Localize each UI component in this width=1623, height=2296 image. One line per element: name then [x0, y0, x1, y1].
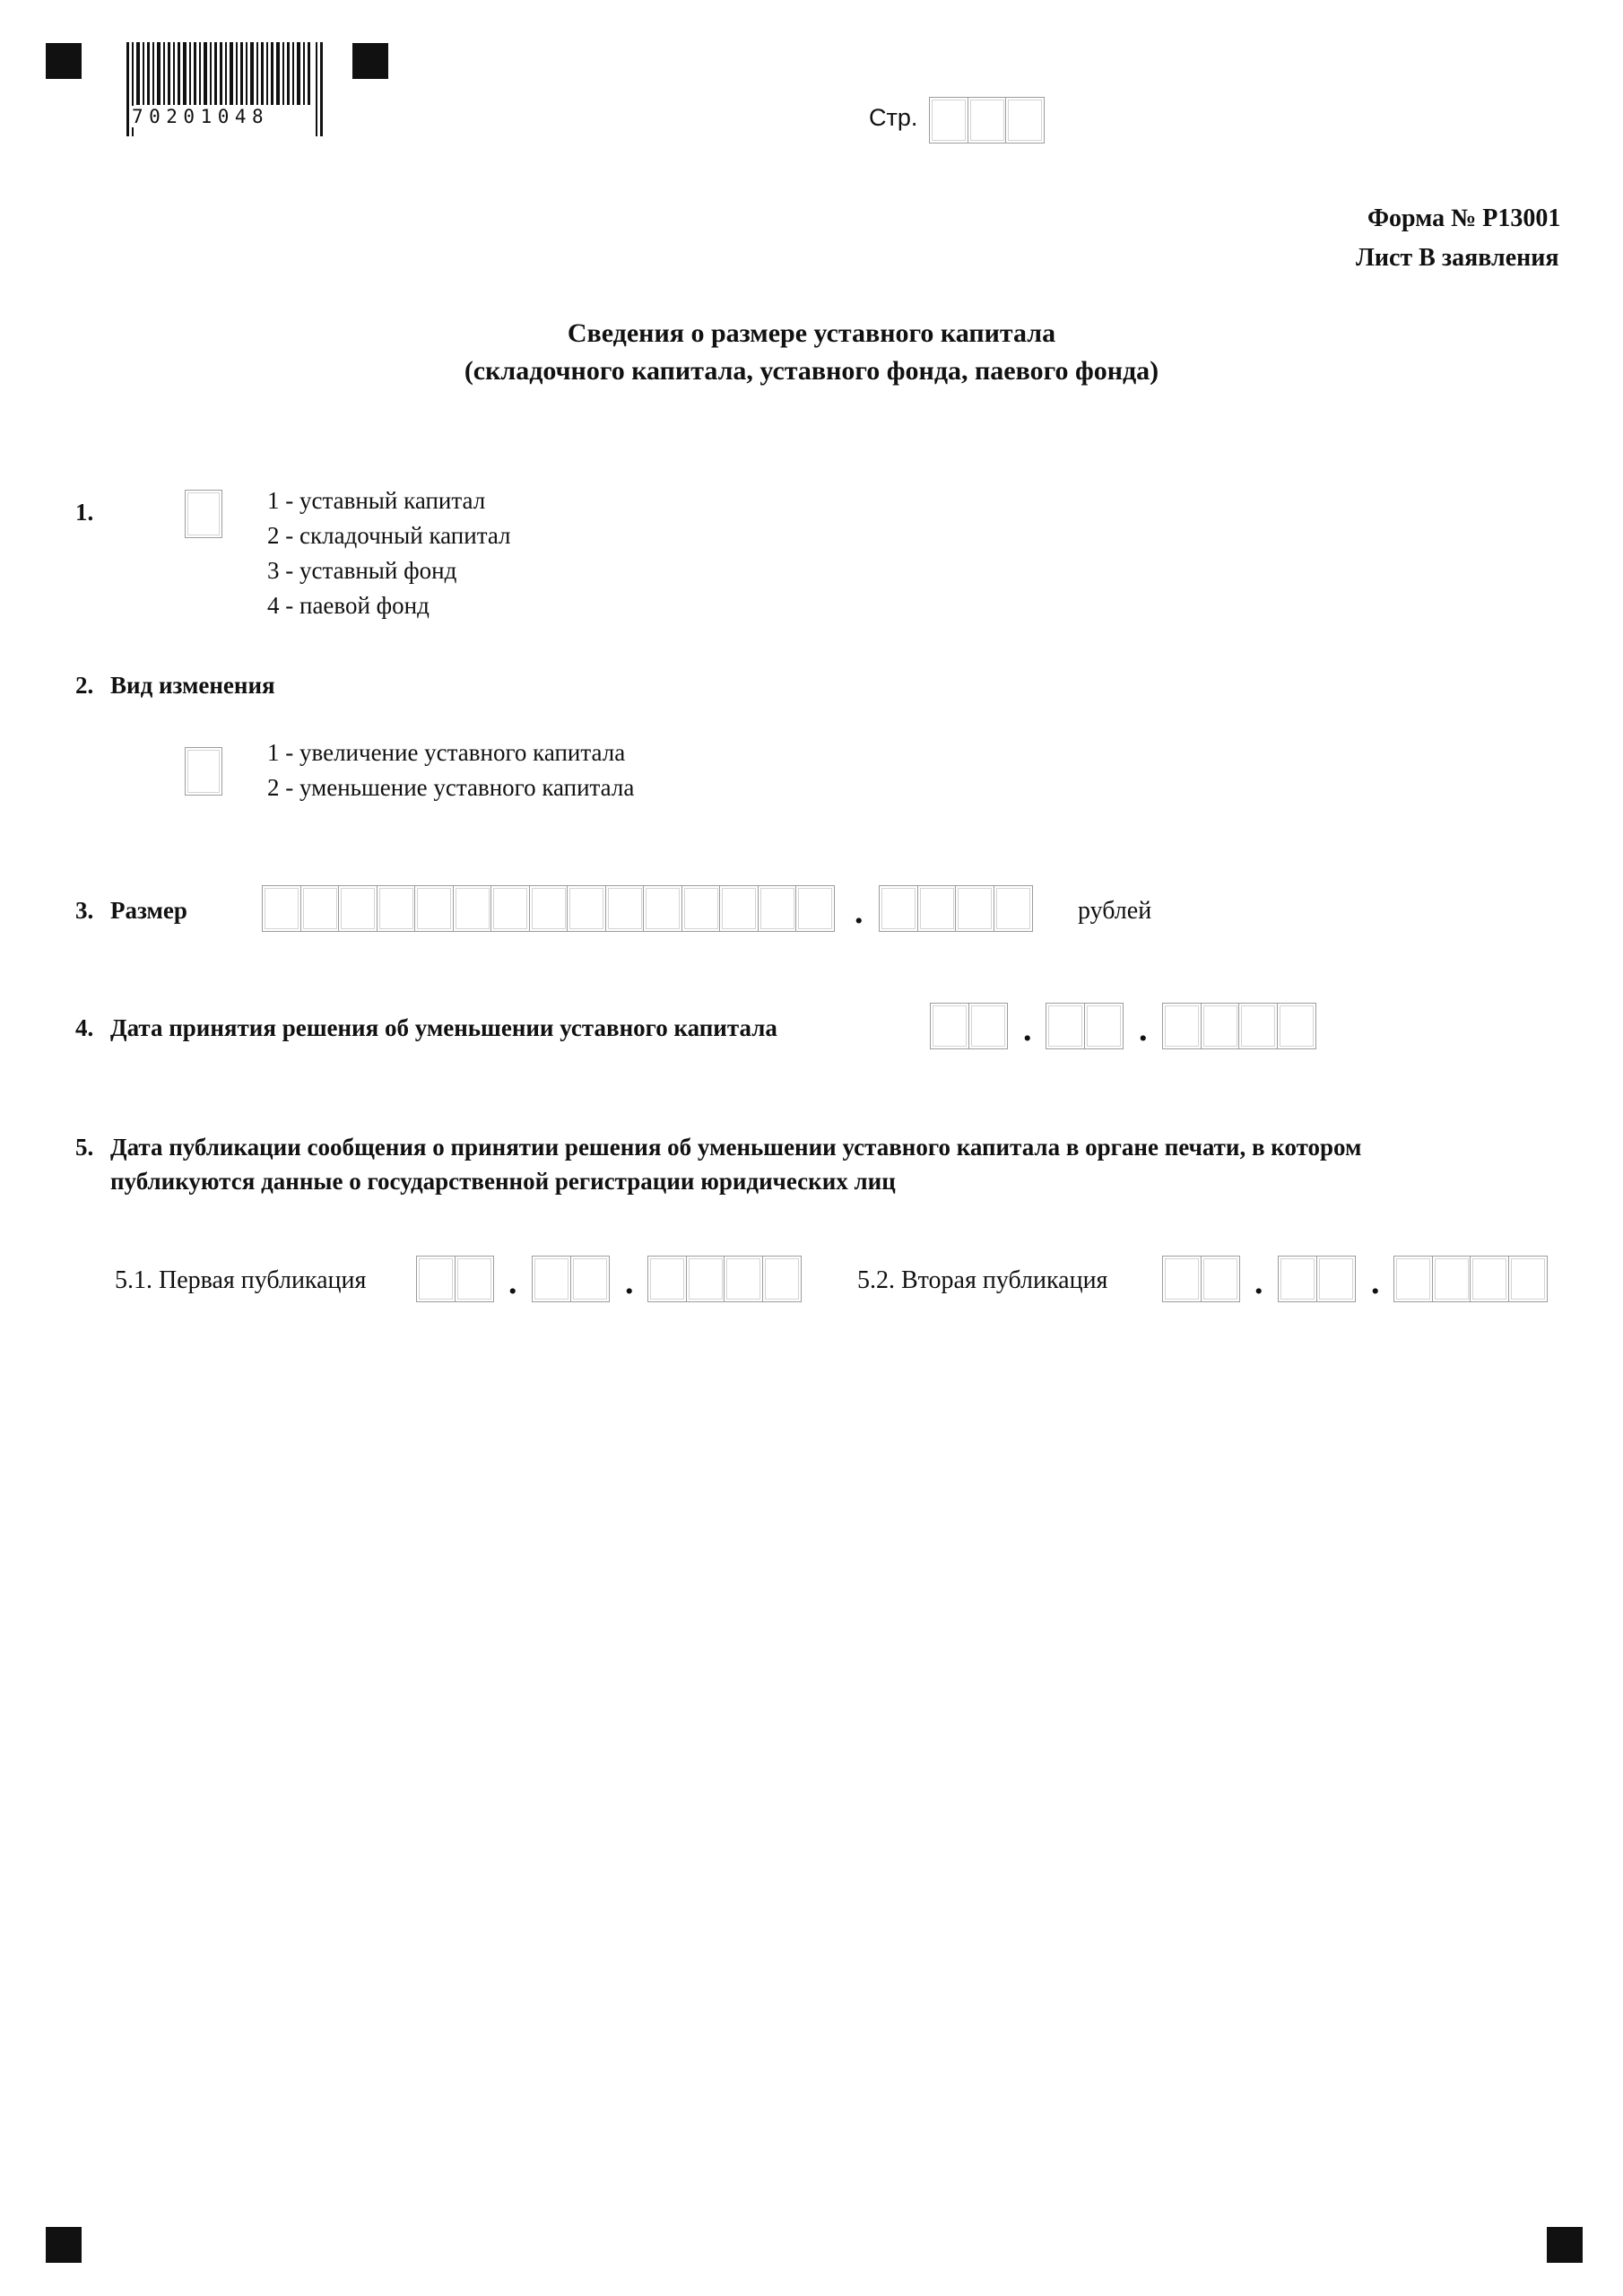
- amount-cell[interactable]: [414, 885, 454, 932]
- second-publication-year-field[interactable]: [1393, 1256, 1546, 1302]
- date-separator: .: [625, 1264, 634, 1301]
- amount-fraction-cell[interactable]: [879, 885, 918, 932]
- amount-cell[interactable]: [529, 885, 568, 932]
- corner-marker-top-right: [352, 43, 388, 79]
- capital-type-field[interactable]: [185, 490, 222, 538]
- change-type-option: 1 - увеличение уставного капитала: [267, 739, 626, 766]
- decision-date-month-field[interactable]: [1046, 1003, 1122, 1049]
- date-cell[interactable]: [416, 1256, 456, 1302]
- corner-marker-bottom-left: [46, 2227, 82, 2263]
- decision-date-year-field[interactable]: [1162, 1003, 1315, 1049]
- q4-label: Дата принятия решения об уменьшении уставного капитала: [110, 1014, 777, 1041]
- form-number: Форма № Р13001: [1367, 204, 1561, 232]
- q1-number: 1.: [75, 499, 94, 526]
- amount-cell[interactable]: [605, 885, 645, 932]
- capital-type-option: 4 - паевой фонд: [267, 592, 430, 619]
- page-title: Сведения о размере уставного капитала: [567, 318, 1056, 348]
- date-separator: .: [1139, 1011, 1148, 1048]
- q3-number: 3.: [75, 897, 94, 924]
- page-number-field[interactable]: [929, 97, 1044, 144]
- date-cell[interactable]: [1046, 1003, 1085, 1049]
- sheet-label: Лист В заявления: [1356, 244, 1559, 272]
- date-cell[interactable]: [1393, 1256, 1433, 1302]
- date-cell[interactable]: [686, 1256, 725, 1302]
- change-type-field[interactable]: [185, 747, 222, 796]
- date-cell[interactable]: [930, 1003, 969, 1049]
- amount-cell[interactable]: [567, 885, 606, 932]
- first-publication-month-field[interactable]: [532, 1256, 608, 1302]
- capital-type-option: 3 - уставный фонд: [267, 557, 457, 584]
- amount-fraction-cell[interactable]: [994, 885, 1033, 932]
- date-separator: .: [1023, 1011, 1032, 1048]
- date-cell[interactable]: [1238, 1003, 1278, 1049]
- first-publication-label: 5.1. Первая публикация: [115, 1266, 367, 1294]
- q5-number: 5.: [75, 1134, 94, 1161]
- decision-date-day-field[interactable]: [930, 1003, 1006, 1049]
- q5-label-line1: Дата публикации сообщения о принятии решения об уменьшении уставного капитала в органе печати, в котором: [110, 1134, 1362, 1161]
- q3-label: Размер: [110, 897, 187, 924]
- amount-fraction-cell[interactable]: [917, 885, 957, 932]
- date-cell[interactable]: [1508, 1256, 1548, 1302]
- date-separator: .: [508, 1264, 517, 1301]
- change-type-option: 2 - уменьшение уставного капитала: [267, 774, 635, 801]
- date-cell[interactable]: [968, 1003, 1008, 1049]
- amount-cell[interactable]: [681, 885, 721, 932]
- amount-cell[interactable]: [262, 885, 301, 932]
- amount-cell[interactable]: [338, 885, 378, 932]
- capital-type-option: 2 - складочный капитал: [267, 522, 511, 549]
- capital-type-option: 1 - уставный капитал: [267, 487, 486, 514]
- second-publication-label: 5.2. Вторая публикация: [857, 1266, 1108, 1294]
- date-cell[interactable]: [724, 1256, 763, 1302]
- amount-cell[interactable]: [795, 885, 835, 932]
- currency-unit: рублей: [1078, 897, 1152, 925]
- date-cell[interactable]: [1162, 1256, 1202, 1302]
- amount-cell[interactable]: [719, 885, 759, 932]
- q2-label: Вид изменения: [110, 672, 275, 699]
- date-cell[interactable]: [1432, 1256, 1471, 1302]
- date-cell[interactable]: [762, 1256, 802, 1302]
- decimal-separator: .: [855, 893, 864, 931]
- second-publication-month-field[interactable]: [1278, 1256, 1354, 1302]
- date-cell[interactable]: [1201, 1256, 1240, 1302]
- date-cell[interactable]: [1277, 1003, 1316, 1049]
- q5-label-line2: публикуются данные о государственной регистрации юридических лиц: [110, 1168, 896, 1195]
- amount-cell[interactable]: [643, 885, 682, 932]
- date-cell[interactable]: [1470, 1256, 1509, 1302]
- amount-fraction-cell[interactable]: [955, 885, 994, 932]
- first-publication-year-field[interactable]: [647, 1256, 800, 1302]
- amount-cell[interactable]: [490, 885, 530, 932]
- date-cell[interactable]: [1162, 1003, 1202, 1049]
- capital-amount-fraction-field[interactable]: [879, 885, 1031, 932]
- amount-cell[interactable]: [300, 885, 340, 932]
- date-cell[interactable]: [1278, 1256, 1317, 1302]
- date-cell[interactable]: [1201, 1003, 1240, 1049]
- amount-cell[interactable]: [453, 885, 492, 932]
- barcode-digits: 70201048: [132, 106, 270, 127]
- date-cell[interactable]: [647, 1256, 687, 1302]
- date-cell[interactable]: [1084, 1003, 1124, 1049]
- date-cell[interactable]: [570, 1256, 610, 1302]
- date-cell[interactable]: [532, 1256, 571, 1302]
- page-number-cell[interactable]: [1005, 97, 1045, 144]
- page-number-label: Стр.: [869, 104, 918, 131]
- date-separator: .: [1371, 1264, 1380, 1301]
- corner-marker-top-left: [46, 43, 82, 79]
- page-subtitle: (складочного капитала, уставного фонда, паевого фонда): [464, 356, 1159, 386]
- amount-cell[interactable]: [758, 885, 797, 932]
- q4-number: 4.: [75, 1014, 94, 1041]
- amount-cell[interactable]: [377, 885, 416, 932]
- page-number-cell[interactable]: [929, 97, 968, 144]
- second-publication-day-field[interactable]: [1162, 1256, 1238, 1302]
- capital-amount-integer-field[interactable]: [262, 885, 834, 932]
- page-number-cell[interactable]: [968, 97, 1007, 144]
- corner-marker-bottom-right: [1547, 2227, 1583, 2263]
- date-separator: .: [1254, 1264, 1263, 1301]
- date-cell[interactable]: [1316, 1256, 1356, 1302]
- q2-number: 2.: [75, 672, 94, 699]
- first-publication-day-field[interactable]: [416, 1256, 492, 1302]
- date-cell[interactable]: [455, 1256, 494, 1302]
